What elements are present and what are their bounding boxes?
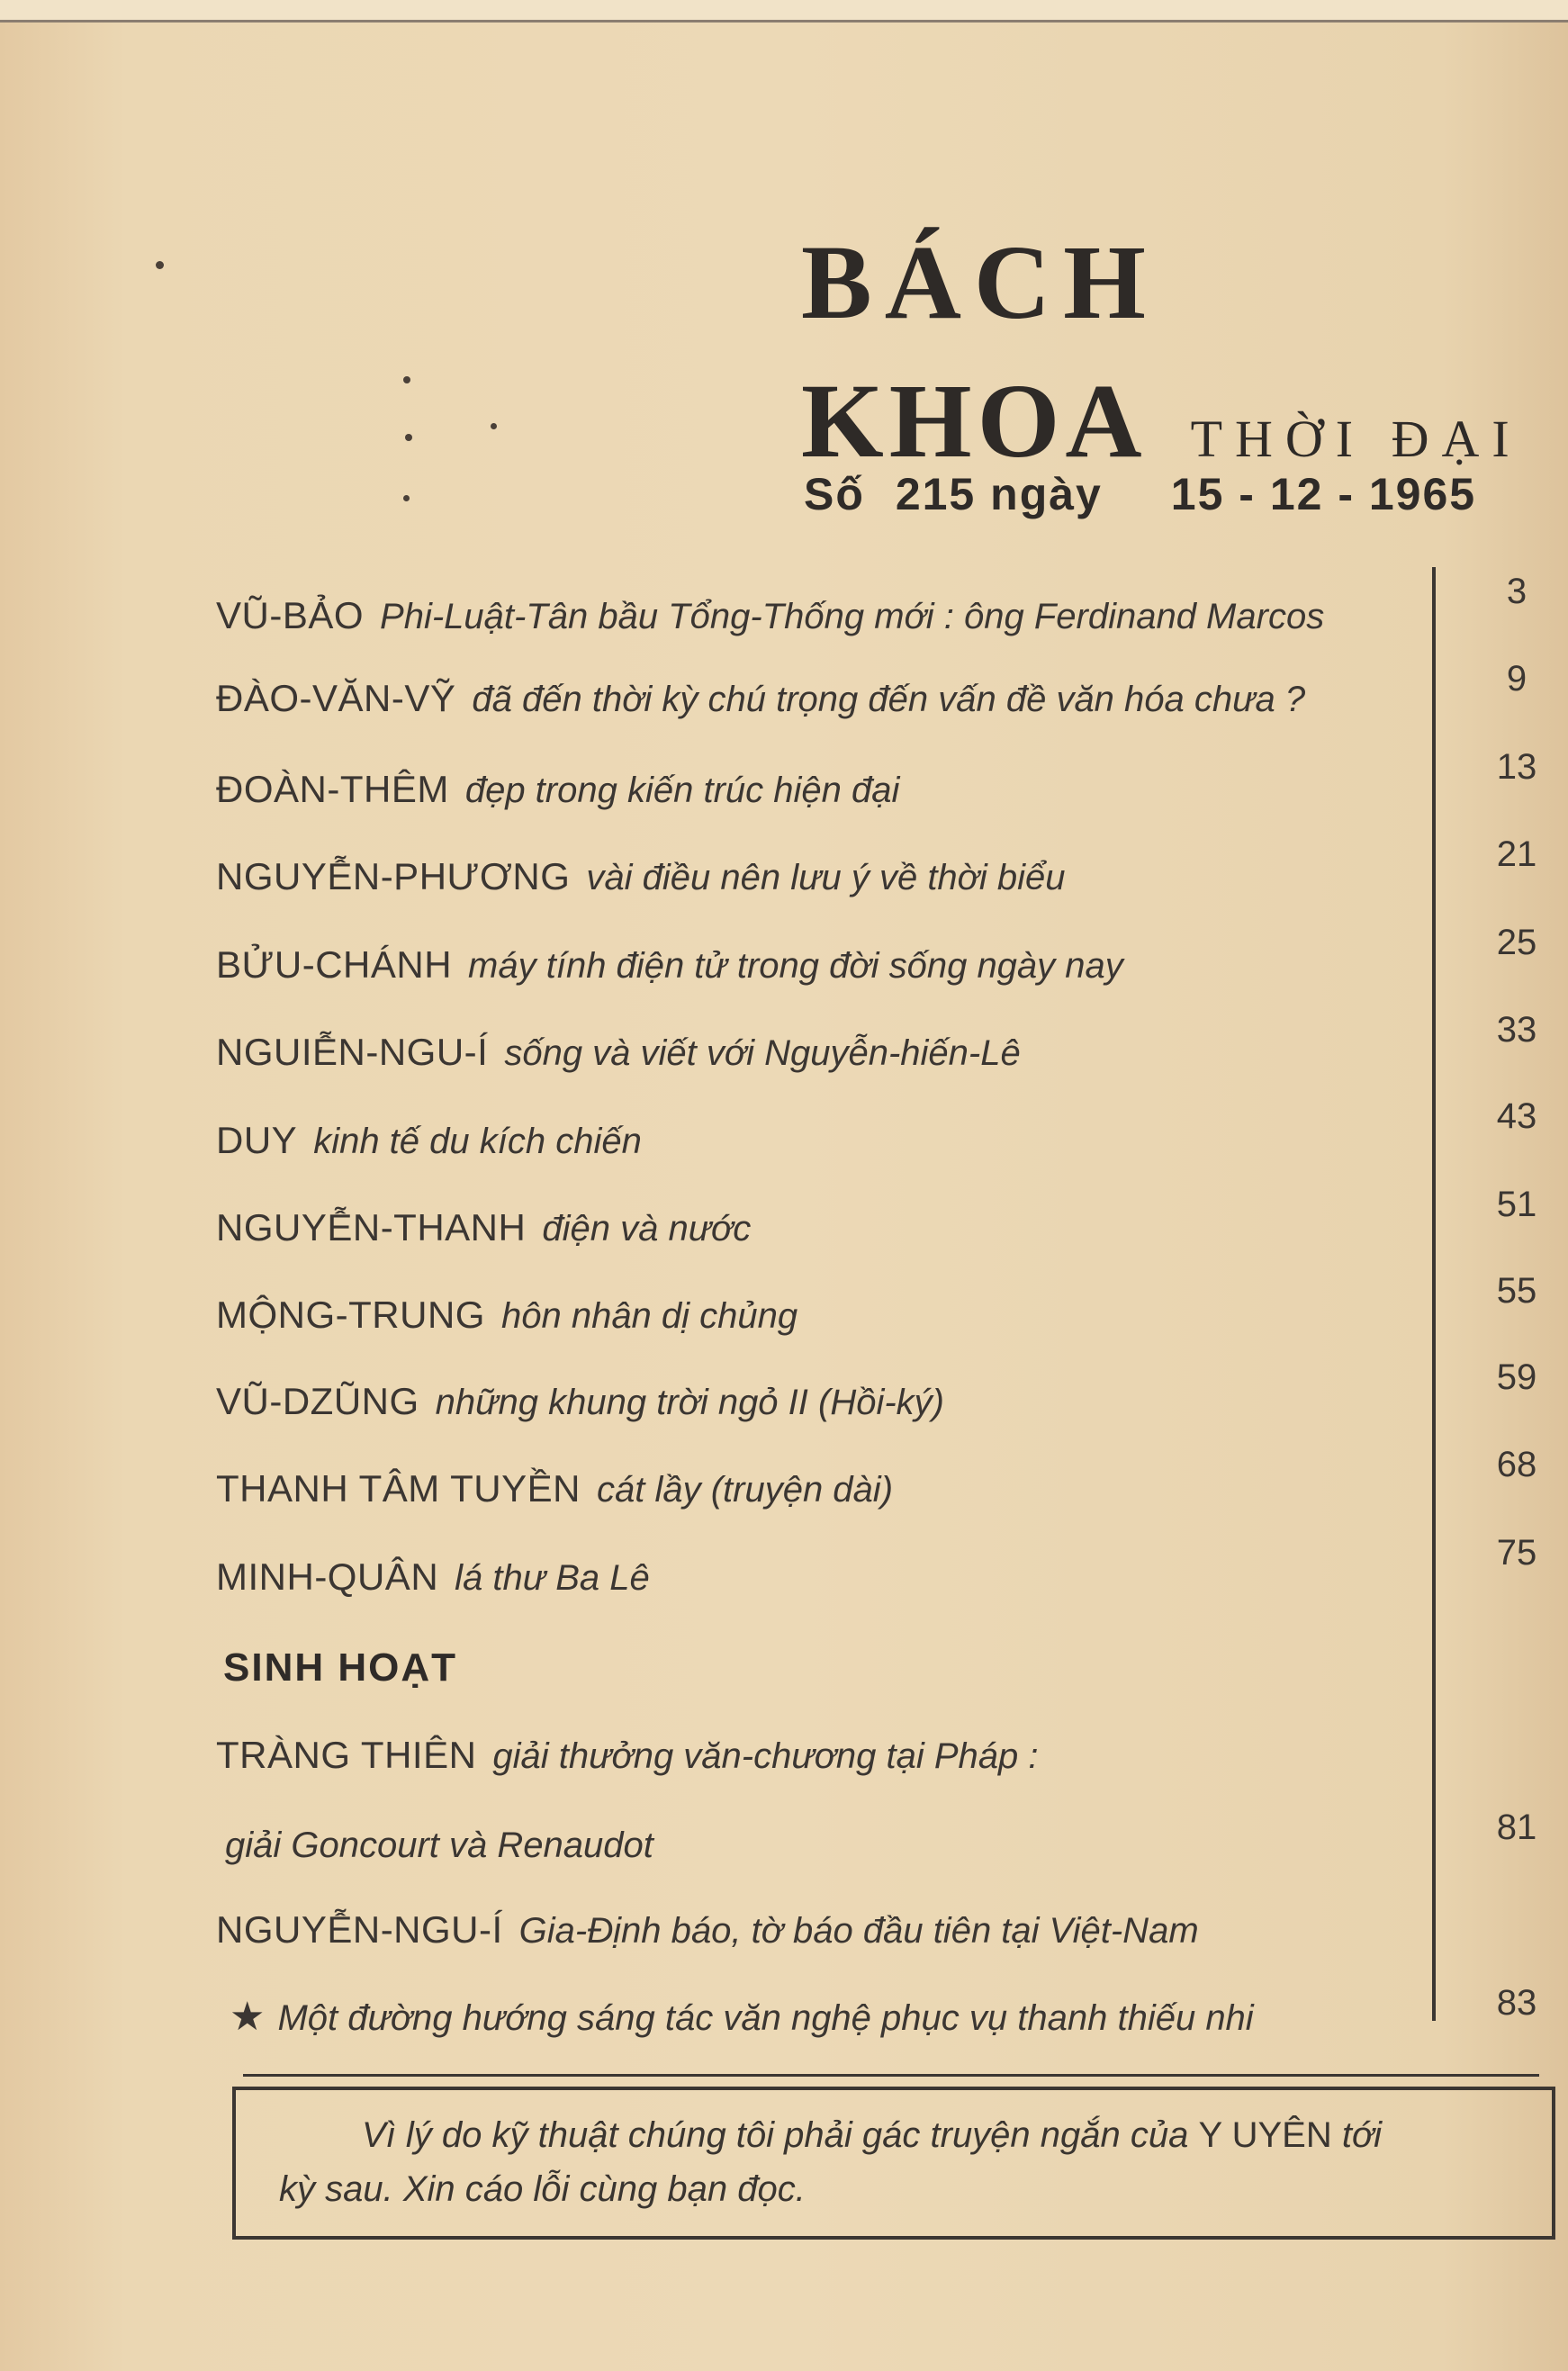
toc-title: kinh tế du kích chiến	[313, 1122, 642, 1161]
toc-author: NGUYỄN-PHƯƠNG	[216, 855, 571, 897]
toc-row	[216, 594, 1324, 637]
toc-author: ĐOÀN-THÊM	[216, 768, 449, 810]
toc-author: TRÀNG THIÊN	[216, 1734, 477, 1776]
toc-page-number: 3	[1506, 572, 1527, 611]
toc-page-number: 25	[1496, 923, 1537, 962]
toc-author: NGUYỄN-NGU-Í	[216, 1908, 503, 1951]
toc-author: NGUIỄN-NGU-Í	[216, 1031, 489, 1073]
notice-author-name: Y UYÊN	[1198, 2115, 1332, 2155]
toc-page-number: 59	[1496, 1357, 1537, 1397]
notice-line-2: kỳ sau. Xin cáo lỗi cùng bạn đọc.	[279, 2169, 806, 2209]
page-top-edge	[0, 0, 1568, 23]
toc-title: máy tính điện tử trong đời sống ngày nay	[468, 946, 1123, 986]
toc-row	[216, 1908, 1199, 1952]
toc-title: giải Goncourt và Renaudot	[225, 1826, 653, 1865]
toc-title: hôn nhân dị chủng	[500, 1296, 798, 1336]
toc-title: những khung trời ngỏ II (Hồi-ký)	[435, 1383, 944, 1422]
notice-top-rule	[243, 2074, 1539, 2077]
toc-author: BỬU-CHÁNH	[216, 943, 453, 986]
toc-title: đẹp trong kiến trúc hiện đại	[464, 771, 900, 810]
toc-title: đã đến thời kỳ chú trọng đến vấn đề văn hóa chưa ?	[472, 680, 1306, 719]
masthead-line2	[801, 360, 1522, 482]
toc-row	[216, 1734, 1039, 1777]
toc-page-number: 51	[1496, 1185, 1537, 1224]
toc-row	[230, 1994, 1254, 2040]
issue-label: Số	[804, 469, 865, 519]
toc-page-number: 83	[1496, 1983, 1537, 2023]
toc-author: THANH TÂM TUYỀN	[216, 1467, 581, 1510]
toc-title: cát lầy (truyện dài)	[596, 1470, 894, 1510]
toc-page-number: 21	[1496, 834, 1537, 874]
toc-author: VŨ-BẢO	[216, 594, 365, 636]
notice-text: tới	[1341, 2115, 1383, 2155]
toc-row	[216, 677, 1305, 720]
toc-row	[216, 1294, 798, 1337]
toc-page-number: 33	[1496, 1010, 1537, 1050]
toc-row	[216, 1206, 751, 1249]
toc-title: lá thư Ba Lê	[455, 1558, 650, 1598]
toc-row	[216, 1119, 642, 1162]
star-icon: ★	[230, 1995, 266, 2039]
speck-dot	[403, 495, 410, 501]
speck-dot	[405, 434, 412, 441]
toc-row	[216, 943, 1123, 987]
speck-dot	[491, 423, 497, 429]
toc-row	[216, 1380, 944, 1423]
toc-author: NGUYỄN-THANH	[216, 1206, 527, 1249]
toc-title: Gia-Định báo, tờ báo đầu tiên tại Việt-Nam	[518, 1911, 1199, 1951]
toc-title: Một đường hướng sáng tác văn nghệ phục vụ thanh thiếu nhi	[277, 1998, 1254, 2038]
toc-row	[216, 768, 899, 811]
toc-author: MINH-QUÂN	[216, 1555, 439, 1598]
toc-page-number: 13	[1496, 747, 1537, 787]
masthead-thoi-dai: THỜI ĐẠI	[1190, 410, 1522, 468]
issue-number: 215	[895, 469, 977, 519]
toc-page-number: 9	[1506, 659, 1527, 699]
notice-text: Vì lý do kỹ thuật chúng tôi phải gác truyện ngắn của	[362, 2115, 1189, 2155]
toc-title: sống và viết với Nguyễn-hiến-Lê	[504, 1033, 1021, 1073]
issue-line	[804, 468, 1476, 520]
toc-title: điện và nước	[542, 1209, 752, 1249]
masthead-bach: BÁCH	[801, 223, 1158, 341]
notice-line-1	[362, 2115, 1382, 2156]
section-heading-sinh-hoat: SINH HOẠT	[223, 1645, 457, 1690]
toc-title: vài điều nên lưu ý về thời biểu	[586, 858, 1066, 897]
toc-vertical-rule	[1432, 567, 1436, 2021]
issue-date: 15 - 12 - 1965	[1170, 469, 1477, 519]
toc-row	[216, 1555, 650, 1599]
toc-row	[216, 855, 1065, 898]
toc-author: MỘNG-TRUNG	[216, 1294, 485, 1336]
toc-page-number: 81	[1496, 1808, 1537, 1847]
toc-page-number: 68	[1496, 1445, 1537, 1484]
toc-title: Phi-Luật-Tân bầu Tổng-Thống mới : ông Ferdinand Marcos	[380, 597, 1325, 636]
toc-page-number: 75	[1496, 1533, 1537, 1573]
toc-page-number: 55	[1496, 1271, 1537, 1311]
toc-author: ĐÀO-VĂN-VỸ	[216, 677, 456, 719]
toc-row	[216, 1031, 1021, 1074]
toc-author: DUY	[216, 1119, 298, 1161]
toc-title: giải thưởng văn-chương tại Pháp :	[492, 1736, 1039, 1776]
toc-author: VŨ-DZŨNG	[216, 1380, 419, 1422]
masthead-khoa: KHOA	[801, 362, 1148, 480]
speck-dot	[403, 376, 410, 383]
masthead	[801, 223, 1158, 341]
issue-day-label: ngày	[990, 469, 1103, 519]
toc-row	[216, 1823, 653, 1866]
notice-box	[232, 2087, 1555, 2240]
toc-row	[216, 1467, 893, 1510]
toc-page-number: 43	[1496, 1096, 1537, 1136]
speck-dot	[156, 261, 164, 269]
